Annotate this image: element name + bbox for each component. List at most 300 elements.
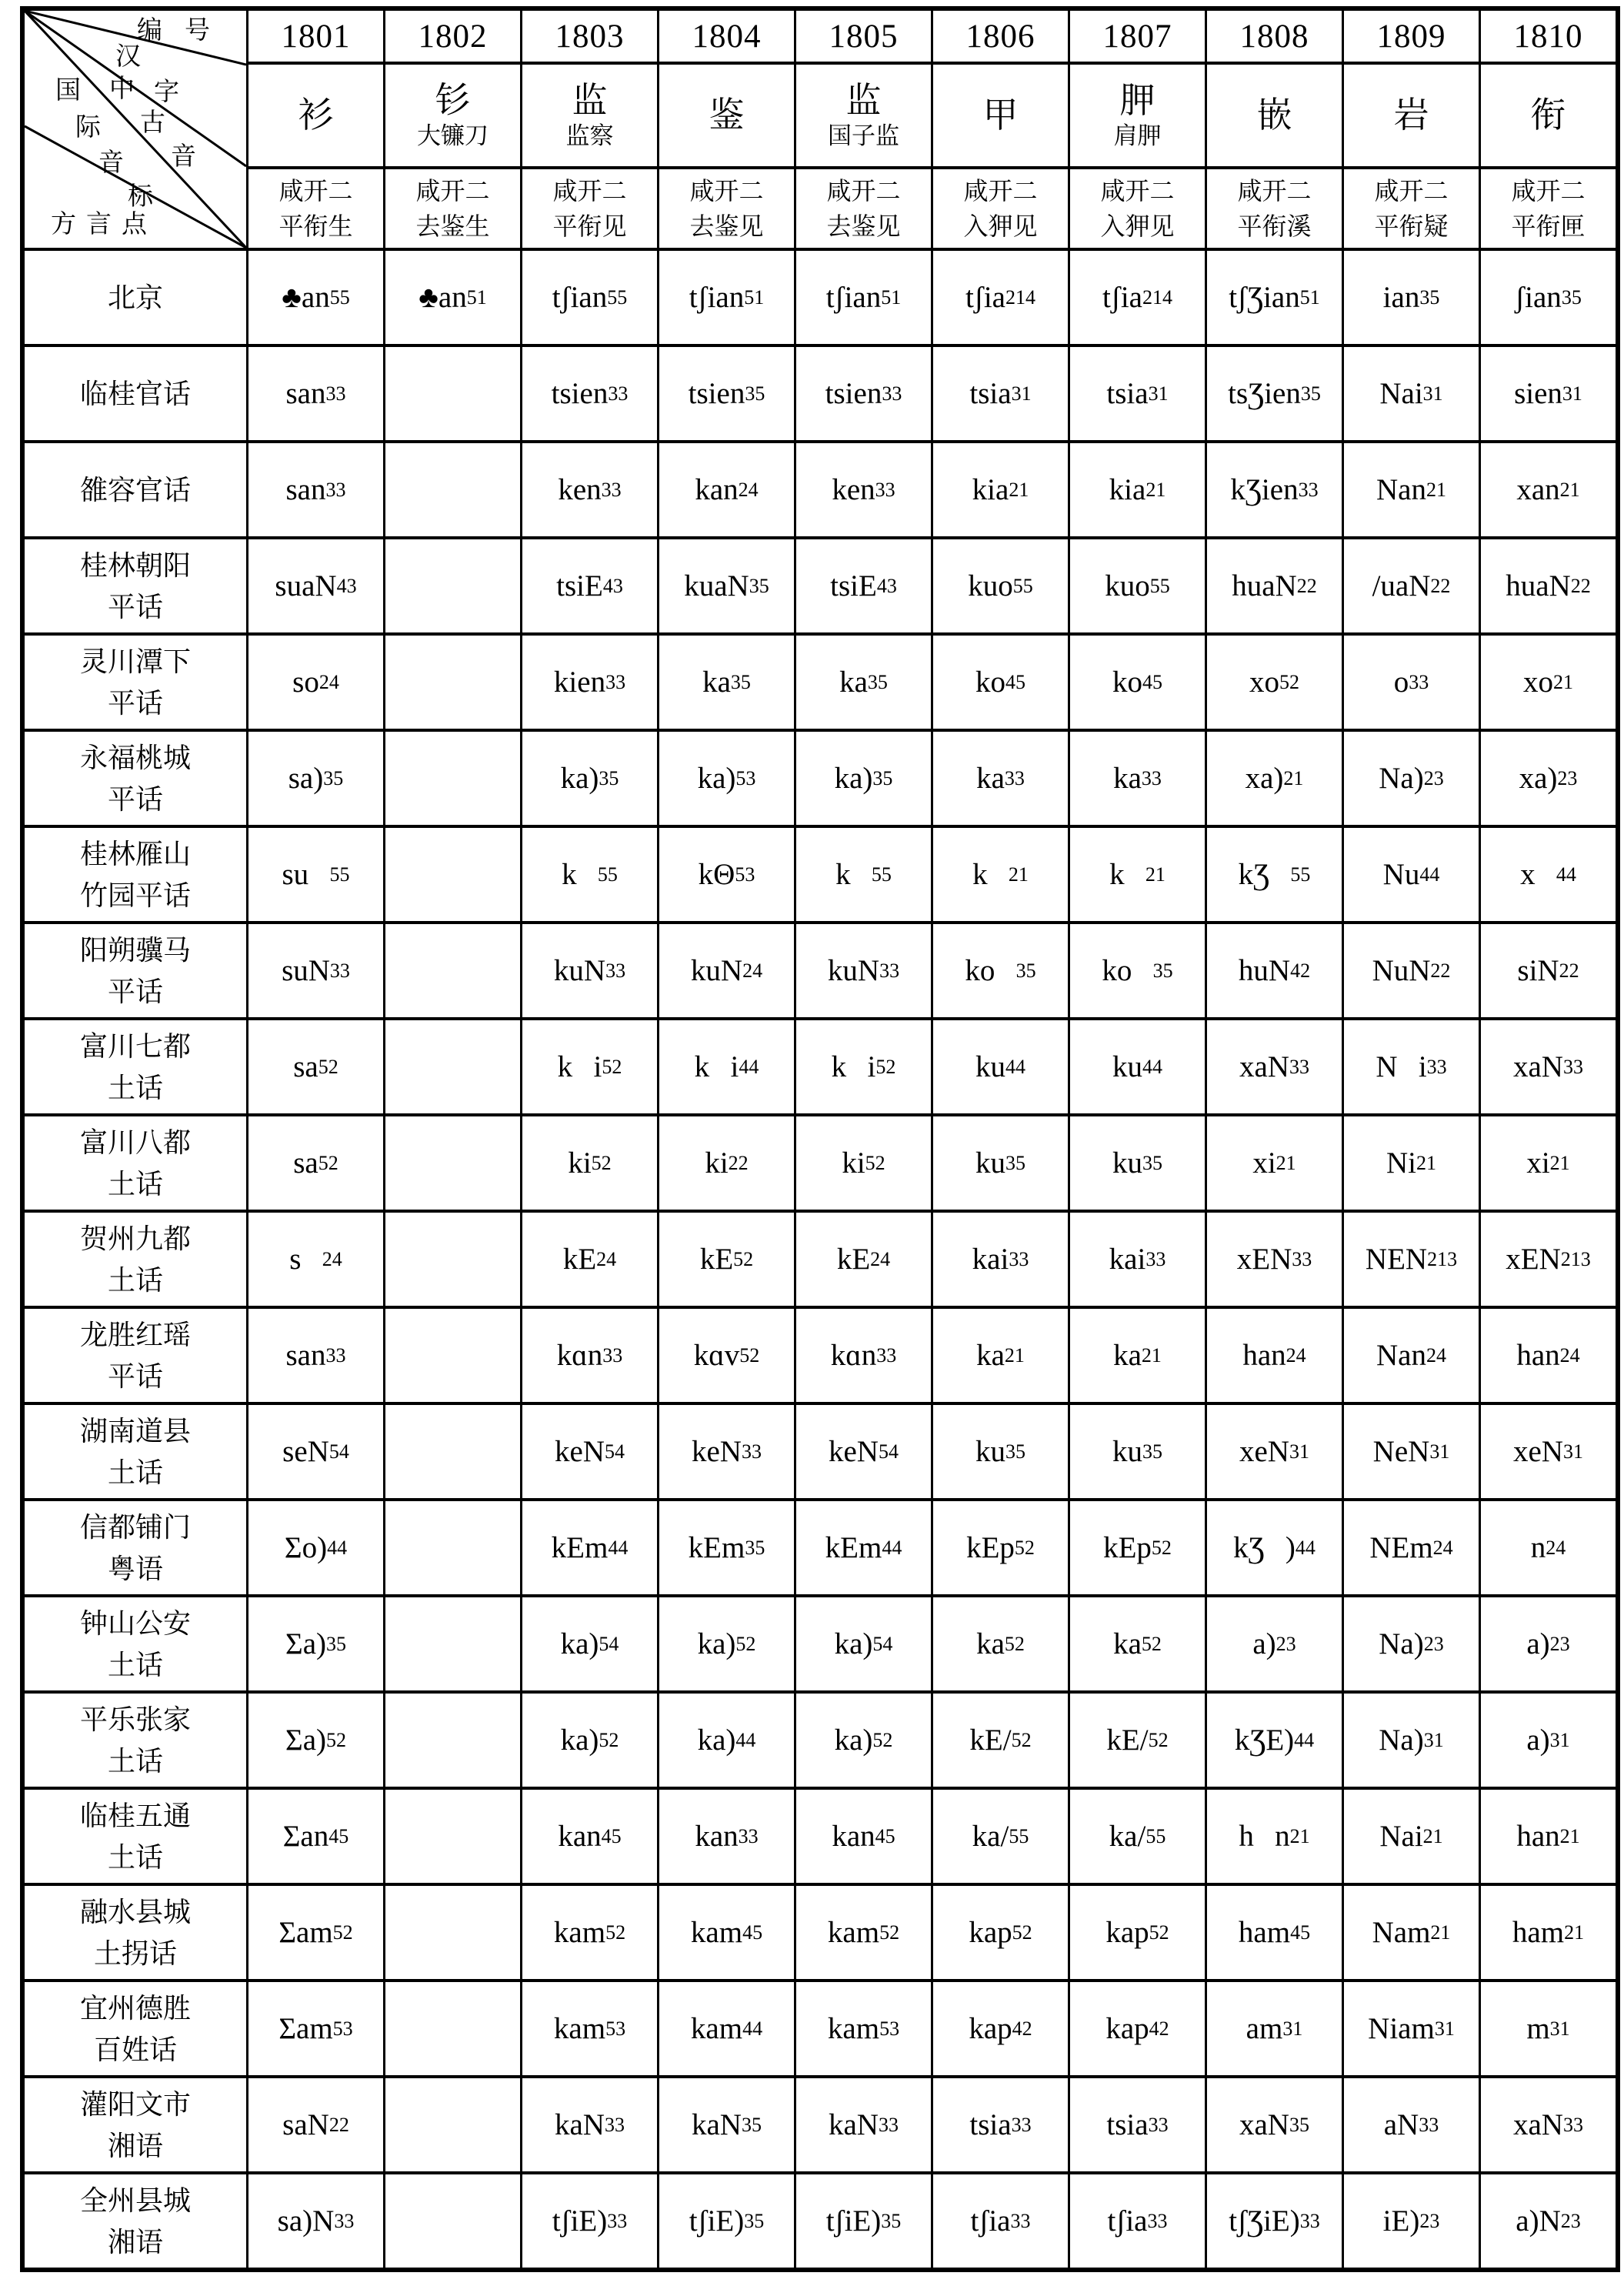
ipa-cell-1803: kE 24	[522, 1213, 657, 1306]
ipa-cell-1804: tʃian 51	[659, 251, 794, 344]
headword-char: 衔	[1530, 95, 1566, 135]
column-middle-chinese-1805	[796, 169, 931, 248]
ipa-cell-1810: a) 23	[1481, 1597, 1616, 1690]
headword-gloss: 国子监	[828, 122, 899, 149]
ipa-cell-1804: kan 33	[659, 1790, 794, 1883]
ipa-cell-1803: kaN 33	[522, 2078, 657, 2171]
ipa-cell-1803: kɑn 33	[522, 1309, 657, 1402]
ipa-cell-1808: tʃƷian $^{51}$	[1207, 251, 1342, 344]
ipa-cell-1803: kan 45	[522, 1790, 657, 1883]
ipa-cell-1806: tsia 31	[933, 347, 1068, 440]
ipa-cell-1807: ka/ 55	[1070, 1790, 1205, 1883]
ipa-cell-1802	[385, 1501, 520, 1594]
headword-char: 衫	[298, 95, 334, 135]
ipa-cell-1806: kE/ 52	[933, 1694, 1068, 1787]
ipa-cell-1807: tʃia 214	[1070, 251, 1205, 344]
ipa-cell-1808: xaN 33	[1207, 1020, 1342, 1113]
ipa-cell-1804: ka) 44	[659, 1694, 794, 1787]
ipa-cell-1809: NuN 22	[1344, 924, 1479, 1017]
ipa-cell-1805: tsiE 43	[796, 539, 931, 632]
middle-chinese-line: 平衔见	[552, 212, 627, 240]
ipa-cell-1805: keN 54	[796, 1405, 931, 1498]
ipa-cell-1810: sien 31	[1481, 347, 1616, 440]
ipa-cell-1806: ku 35	[933, 1116, 1068, 1210]
dialect-label-row-2: 临桂官话	[25, 347, 246, 440]
ipa-cell-1806: ka 52	[933, 1597, 1068, 1690]
ipa-cell-1806: ku 35	[933, 1405, 1068, 1498]
ipa-cell-1806: ka 33	[933, 732, 1068, 825]
middle-chinese-line: 平衔匣	[1511, 212, 1586, 240]
headword-char: 钐	[435, 80, 471, 120]
ipa-cell-1804: kuN 24	[659, 924, 794, 1017]
column-middle-chinese-1801	[248, 169, 383, 248]
ipa-cell-1803: k i 52	[522, 1020, 657, 1113]
ipa-cell-1808: kƷE) 44	[1207, 1694, 1342, 1787]
ipa-cell-1801: sa 52	[248, 1116, 383, 1210]
middle-chinese-line: 去鉴见	[689, 212, 764, 240]
dialect-label-row-17: 临桂五通 土话	[25, 1790, 246, 1883]
ipa-cell-1805: kam 53	[796, 1982, 931, 2075]
ipa-cell-1803: ka) 54	[522, 1597, 657, 1690]
ipa-cell-1804: kaN 35	[659, 2078, 794, 2171]
ipa-cell-1808: xeN 31	[1207, 1405, 1342, 1498]
dialect-label-row-4: 桂林朝阳 平话	[25, 539, 246, 632]
column-middle-chinese-1804	[659, 169, 794, 248]
corner-label-zhongguyin: 中	[109, 75, 135, 103]
ipa-cell-1809: Nam 21	[1344, 1886, 1479, 1979]
corner-label-guojiyinbiao: 音	[98, 149, 124, 177]
ipa-cell-1810: x 44	[1481, 828, 1616, 921]
dialect-label-row-20: 灌阳文市 湘语	[25, 2078, 246, 2171]
ipa-cell-1801: suN 33	[248, 924, 383, 1017]
column-number-1802: 1802	[385, 11, 520, 62]
ipa-cell-1804: k i 44	[659, 1020, 794, 1113]
ipa-cell-1808: huN 42	[1207, 924, 1342, 1017]
ipa-cell-1807: ko 35	[1070, 924, 1205, 1017]
ipa-cell-1806: ku 44	[933, 1020, 1068, 1113]
ipa-cell-1806: kia 21	[933, 443, 1068, 536]
ipa-cell-1807: kuo 55	[1070, 539, 1205, 632]
ipa-cell-1809: Nu 44	[1344, 828, 1479, 921]
ipa-cell-1804: kE 52	[659, 1213, 794, 1306]
ipa-cell-1805: kan 45	[796, 1790, 931, 1883]
ipa-cell-1802: ♣an 51	[385, 251, 520, 344]
ipa-cell-1804: keN 33	[659, 1405, 794, 1498]
ipa-cell-1807: kia 21	[1070, 443, 1205, 536]
ipa-cell-1802	[385, 1694, 520, 1787]
ipa-cell-1809: NEm 24	[1344, 1501, 1479, 1594]
dialect-label-row-12: 龙胜红瑶 平话	[25, 1309, 246, 1402]
ipa-cell-1807: ku 44	[1070, 1020, 1205, 1113]
ipa-cell-1804: ki 22	[659, 1116, 794, 1210]
column-char-1810	[1481, 65, 1616, 166]
ipa-cell-1809: Na) 31	[1344, 1694, 1479, 1787]
ipa-cell-1805: tsien 33	[796, 347, 931, 440]
ipa-cell-1802	[385, 1116, 520, 1210]
ipa-cell-1807: ko 45	[1070, 636, 1205, 729]
ipa-cell-1805: ken 33	[796, 443, 931, 536]
ipa-cell-1808: xo 52	[1207, 636, 1342, 729]
column-middle-chinese-1806	[933, 169, 1068, 248]
ipa-cell-1803: kam 52	[522, 1886, 657, 1979]
dialect-label-row-14: 信都铺门 粤语	[25, 1501, 246, 1594]
ipa-cell-1804: kΘ 53	[659, 828, 794, 921]
ipa-cell-1810: huaN 22	[1481, 539, 1616, 632]
ipa-cell-1807: tsia 33	[1070, 2078, 1205, 2171]
corner-label-guojiyinbiao: 际	[75, 114, 101, 142]
dialect-label-row-19: 宜州德胜 百姓话	[25, 1982, 246, 2075]
ipa-cell-1804: kEm 35	[659, 1501, 794, 1594]
ipa-cell-1806: kuo 55	[933, 539, 1068, 632]
ipa-cell-1808: kƷ ) 44	[1207, 1501, 1342, 1594]
ipa-cell-1804: tʃiE) 35	[659, 2174, 794, 2268]
ipa-cell-1802	[385, 539, 520, 632]
ipa-cell-1810: ham 21	[1481, 1886, 1616, 1979]
column-middle-chinese-1807	[1070, 169, 1205, 248]
ipa-cell-1808: tsƷien 3 $^5$	[1207, 347, 1342, 440]
dialect-label-row-10: 富川八都 土话	[25, 1116, 246, 1210]
ipa-cell-1810: xEN 213	[1481, 1213, 1616, 1306]
ipa-cell-1803: ki 52	[522, 1116, 657, 1210]
ipa-cell-1801: s 24	[248, 1213, 383, 1306]
dialect-label-row-13: 湖南道县 土话	[25, 1405, 246, 1498]
ipa-cell-1803: kien 33	[522, 636, 657, 729]
middle-chinese-line: 咸开二	[552, 176, 627, 205]
ipa-cell-1802	[385, 1405, 520, 1498]
ipa-cell-1802	[385, 1886, 520, 1979]
ipa-cell-1806: kap 52	[933, 1886, 1068, 1979]
ipa-cell-1810: a)N 23	[1481, 2174, 1616, 2268]
ipa-cell-1803: keN 54	[522, 1405, 657, 1498]
ipa-cell-1804: ka) 52	[659, 1597, 794, 1690]
headword-char: 岩	[1393, 95, 1429, 135]
column-number-1803: 1803	[522, 11, 657, 62]
ipa-cell-1807: kai 33	[1070, 1213, 1205, 1306]
headword-char: 甲	[982, 95, 1019, 135]
ipa-cell-1803: kam 53	[522, 1982, 657, 2075]
column-middle-chinese-1810	[1481, 169, 1616, 248]
ipa-cell-1803: tsien 33	[522, 347, 657, 440]
ipa-cell-1805: ki 52	[796, 1116, 931, 1210]
dialect-label-row-11: 贺州九都 土话	[25, 1213, 246, 1306]
dialect-label-row-3: 雒容官话	[25, 443, 246, 536]
ipa-cell-1809: Na) 23	[1344, 732, 1479, 825]
middle-chinese-line: 去鉴生	[415, 212, 490, 240]
ipa-cell-1810: ʃian 35	[1481, 251, 1616, 344]
column-char-1804	[659, 65, 794, 166]
column-middle-chinese-1808	[1207, 169, 1342, 248]
ipa-cell-1803: ka) 52	[522, 1694, 657, 1787]
ipa-cell-1808: xEN 33	[1207, 1213, 1342, 1306]
ipa-cell-1807: kap 52	[1070, 1886, 1205, 1979]
headword-char: 嵌	[1256, 95, 1292, 135]
ipa-cell-1809: Nan 21	[1344, 443, 1479, 536]
ipa-cell-1808: kƷ 55	[1207, 828, 1342, 921]
dialect-label-row-9: 富川七都 土话	[25, 1020, 246, 1113]
ipa-cell-1806: tsia 33	[933, 2078, 1068, 2171]
middle-chinese-line: 咸开二	[415, 176, 490, 205]
ipa-cell-1802	[385, 1213, 520, 1306]
ipa-cell-1804: kan 24	[659, 443, 794, 536]
ipa-cell-1805: kaN 33	[796, 2078, 931, 2171]
ipa-cell-1805: kuN 33	[796, 924, 931, 1017]
ipa-cell-1805: ka) 52	[796, 1694, 931, 1787]
headword-char: 鉴	[709, 95, 745, 135]
dialect-label-row-16: 平乐张家 土话	[25, 1694, 246, 1787]
middle-chinese-line: 去鉴见	[826, 212, 901, 240]
ipa-cell-1809: o 33	[1344, 636, 1479, 729]
dialect-comparison-table	[20, 6, 1620, 2272]
ipa-cell-1802	[385, 732, 520, 825]
corner-label-hanzi: 汉	[115, 43, 141, 71]
ipa-cell-1802	[385, 1597, 520, 1690]
ipa-cell-1809: iE) 23	[1344, 2174, 1479, 2268]
column-char-1803	[522, 65, 657, 166]
ipa-cell-1801: Σa) 52	[248, 1694, 383, 1787]
middle-chinese-line: 咸开二	[963, 176, 1038, 205]
ipa-cell-1810: m 31	[1481, 1982, 1616, 2075]
ipa-cell-1808: a) 23	[1207, 1597, 1342, 1690]
column-char-1802	[385, 65, 520, 166]
ipa-cell-1807: kap 42	[1070, 1982, 1205, 2075]
ipa-cell-1802	[385, 828, 520, 921]
ipa-cell-1802	[385, 2078, 520, 2171]
ipa-cell-1801: so 24	[248, 636, 383, 729]
column-number-1808: 1808	[1207, 11, 1342, 62]
headword-char: 监	[572, 80, 608, 120]
ipa-cell-1802	[385, 347, 520, 440]
corner-header-cell	[25, 11, 246, 248]
ipa-cell-1806: ko 45	[933, 636, 1068, 729]
column-middle-chinese-1803	[522, 169, 657, 248]
ipa-cell-1802	[385, 2174, 520, 2268]
ipa-cell-1806: k 21	[933, 828, 1068, 921]
ipa-cell-1801: su 55	[248, 828, 383, 921]
ipa-cell-1801: san 33	[248, 347, 383, 440]
middle-chinese-line: 入狎见	[963, 212, 1038, 240]
ipa-cell-1805: tʃiE) 35	[796, 2174, 931, 2268]
corner-label-bianhao: 号	[185, 17, 210, 45]
ipa-cell-1807: k 21	[1070, 828, 1205, 921]
ipa-cell-1801: san 33	[248, 1309, 383, 1402]
ipa-cell-1806: kEp 52	[933, 1501, 1068, 1594]
dialect-label-row-21: 全州县城 湘语	[25, 2174, 246, 2268]
ipa-cell-1801: ♣an 55	[248, 251, 383, 344]
corner-label-zhongguyin: 音	[171, 143, 196, 171]
ipa-cell-1805: k i 52	[796, 1020, 931, 1113]
middle-chinese-line: 咸开二	[826, 176, 901, 205]
ipa-cell-1809: Na) 23	[1344, 1597, 1479, 1690]
ipa-cell-1806: kap 42	[933, 1982, 1068, 2075]
table-grid	[20, 6, 1620, 2272]
middle-chinese-line: 咸开二	[1511, 176, 1586, 205]
ipa-cell-1803: ken 33	[522, 443, 657, 536]
middle-chinese-line: 入狎见	[1100, 212, 1175, 240]
middle-chinese-line: 平衔疑	[1374, 212, 1449, 240]
column-number-1804: 1804	[659, 11, 794, 62]
ipa-cell-1808: xi 21	[1207, 1116, 1342, 1210]
ipa-cell-1809: /uaN 22	[1344, 539, 1479, 632]
ipa-cell-1808: tʃƷiE) $^{33}$	[1207, 2174, 1342, 2268]
ipa-cell-1804: tsien 35	[659, 347, 794, 440]
ipa-cell-1801: Σam 53	[248, 1982, 383, 2075]
ipa-cell-1801: Σan 45	[248, 1790, 383, 1883]
column-number-1806: 1806	[933, 11, 1068, 62]
ipa-cell-1804: kuaN 35	[659, 539, 794, 632]
middle-chinese-line: 平衔溪	[1237, 212, 1312, 240]
ipa-cell-1809: N i 33	[1344, 1020, 1479, 1113]
ipa-cell-1810: xeN 31	[1481, 1405, 1616, 1498]
middle-chinese-line: 咸开二	[278, 176, 353, 205]
ipa-cell-1810: han 24	[1481, 1309, 1616, 1402]
ipa-cell-1810: xo 21	[1481, 636, 1616, 729]
middle-chinese-line: 咸开二	[1100, 176, 1175, 205]
ipa-cell-1802	[385, 1982, 520, 2075]
corner-label-bianhao: 编	[137, 17, 162, 45]
ipa-cell-1809: Niam 31	[1344, 1982, 1479, 2075]
middle-chinese-line: 咸开二	[689, 176, 764, 205]
headword-gloss: 监察	[565, 122, 614, 149]
ipa-cell-1808: kƷien 3 $^3$	[1207, 443, 1342, 536]
ipa-cell-1806: tʃia 33	[933, 2174, 1068, 2268]
ipa-cell-1809: NeN 31	[1344, 1405, 1479, 1498]
ipa-cell-1801: suaN 43	[248, 539, 383, 632]
ipa-cell-1802	[385, 1020, 520, 1113]
corner-label-guojiyinbiao: 国	[55, 77, 81, 105]
headword-char: 监	[845, 80, 882, 120]
dialect-label-row-15: 钟山公安 土话	[25, 1597, 246, 1690]
ipa-cell-1806: kai 33	[933, 1213, 1068, 1306]
ipa-cell-1808: am 31	[1207, 1982, 1342, 2075]
ipa-cell-1808: h n 21	[1207, 1790, 1342, 1883]
ipa-cell-1804: kam 45	[659, 1886, 794, 1979]
dialect-label-row-6: 永福桃城 平话	[25, 732, 246, 825]
ipa-cell-1809: NEN 21 $^3$	[1344, 1213, 1479, 1306]
ipa-cell-1806: ka/ 55	[933, 1790, 1068, 1883]
ipa-cell-1801: Σo) 44	[248, 1501, 383, 1594]
ipa-cell-1802	[385, 924, 520, 1017]
ipa-cell-1807: ka 52	[1070, 1597, 1205, 1690]
column-number-1809: 1809	[1344, 11, 1479, 62]
corner-label-hanzi: 字	[154, 78, 179, 106]
ipa-cell-1808: ham 45	[1207, 1886, 1342, 1979]
ipa-cell-1809: Nai 21	[1344, 1790, 1479, 1883]
ipa-cell-1801: Σa) 35	[248, 1597, 383, 1690]
middle-chinese-line: 平衔生	[278, 212, 353, 240]
column-number-1805: 1805	[796, 11, 931, 62]
corner-label-fangyandian: 方	[51, 211, 76, 239]
ipa-cell-1805: tʃian 51	[796, 251, 931, 344]
corner-label-guojiyinbiao: 标	[128, 183, 153, 211]
ipa-cell-1807: kEp 52	[1070, 1501, 1205, 1594]
column-number-1810: 1810	[1481, 11, 1616, 62]
ipa-cell-1801: sa)N 33	[248, 2174, 383, 2268]
column-char-1808	[1207, 65, 1342, 166]
ipa-cell-1801: sa) 35	[248, 732, 383, 825]
ipa-cell-1801: Σam 52	[248, 1886, 383, 1979]
column-middle-chinese-1802	[385, 169, 520, 248]
ipa-cell-1804: kam 44	[659, 1982, 794, 2075]
column-number-1801: 1801	[248, 11, 383, 62]
column-number-1807: 1807	[1070, 11, 1205, 62]
ipa-cell-1810: xi 21	[1481, 1116, 1616, 1210]
ipa-cell-1805: k 55	[796, 828, 931, 921]
ipa-cell-1806: tʃia 214	[933, 251, 1068, 344]
ipa-cell-1803: ka) 35	[522, 732, 657, 825]
middle-chinese-line: 咸开二	[1237, 176, 1312, 205]
ipa-cell-1803: kuN 33	[522, 924, 657, 1017]
column-char-1806	[933, 65, 1068, 166]
ipa-cell-1808: xa) 21	[1207, 732, 1342, 825]
ipa-cell-1810: xan 21	[1481, 443, 1616, 536]
ipa-cell-1805: ka) 54	[796, 1597, 931, 1690]
ipa-cell-1808: han 24	[1207, 1309, 1342, 1402]
ipa-cell-1801: seN 54	[248, 1405, 383, 1498]
ipa-cell-1805: ka) 35	[796, 732, 931, 825]
ipa-cell-1804: ka) 53	[659, 732, 794, 825]
ipa-cell-1807: ku 35	[1070, 1405, 1205, 1498]
headword-char: 胛	[1119, 80, 1155, 120]
ipa-cell-1810: xa) 23	[1481, 732, 1616, 825]
ipa-cell-1802	[385, 636, 520, 729]
ipa-cell-1805: kam 52	[796, 1886, 931, 1979]
column-char-1805	[796, 65, 931, 166]
ipa-cell-1802	[385, 443, 520, 536]
ipa-cell-1802	[385, 1790, 520, 1883]
corner-label-fangyandian: 言	[86, 211, 112, 239]
ipa-cell-1801: saN 22	[248, 2078, 383, 2171]
middle-chinese-line: 咸开二	[1374, 176, 1449, 205]
ipa-cell-1805: kE 24	[796, 1213, 931, 1306]
ipa-cell-1806: ko 35	[933, 924, 1068, 1017]
ipa-cell-1809: Nan 24	[1344, 1309, 1479, 1402]
corner-label-fangyandian: 点	[122, 211, 147, 239]
ipa-cell-1807: ka 33	[1070, 732, 1205, 825]
dialect-label-row-8: 阳朔骥马 平话	[25, 924, 246, 1017]
ipa-cell-1809: Ni 21	[1344, 1116, 1479, 1210]
ipa-cell-1805: kEm 44	[796, 1501, 931, 1594]
ipa-cell-1809: Nai 31	[1344, 347, 1479, 440]
ipa-cell-1809: aN 33	[1344, 2078, 1479, 2171]
ipa-cell-1804: ka 35	[659, 636, 794, 729]
ipa-cell-1810: xaN 33	[1481, 2078, 1616, 2171]
column-char-1809	[1344, 65, 1479, 166]
ipa-cell-1804: kɑv 52	[659, 1309, 794, 1402]
headword-gloss: 大镰刀	[417, 122, 489, 149]
ipa-cell-1810: han 21	[1481, 1790, 1616, 1883]
ipa-cell-1808: huaN 22	[1207, 539, 1342, 632]
headword-gloss: 肩胛	[1113, 122, 1162, 149]
ipa-cell-1803: tʃiE) 33	[522, 2174, 657, 2268]
dialect-label-row-18: 融水县城 土拐话	[25, 1886, 246, 1979]
ipa-cell-1807: kE/ 52	[1070, 1694, 1205, 1787]
ipa-cell-1803: tʃian 55	[522, 251, 657, 344]
ipa-cell-1801: san 33	[248, 443, 383, 536]
ipa-cell-1807: ka 21	[1070, 1309, 1205, 1402]
ipa-cell-1805: kɑn 33	[796, 1309, 931, 1402]
ipa-cell-1807: ku 35	[1070, 1116, 1205, 1210]
ipa-cell-1810: xaN 33	[1481, 1020, 1616, 1113]
ipa-cell-1803: kEm 44	[522, 1501, 657, 1594]
ipa-cell-1810: n 24	[1481, 1501, 1616, 1594]
ipa-cell-1801: sa 52	[248, 1020, 383, 1113]
column-middle-chinese-1809	[1344, 169, 1479, 248]
ipa-cell-1807: tʃia 33	[1070, 2174, 1205, 2268]
dialect-label-row-1: 北京	[25, 251, 246, 344]
corner-label-zhongguyin: 古	[140, 109, 165, 137]
ipa-cell-1808: xaN 35	[1207, 2078, 1342, 2171]
ipa-cell-1809: ian 35	[1344, 251, 1479, 344]
